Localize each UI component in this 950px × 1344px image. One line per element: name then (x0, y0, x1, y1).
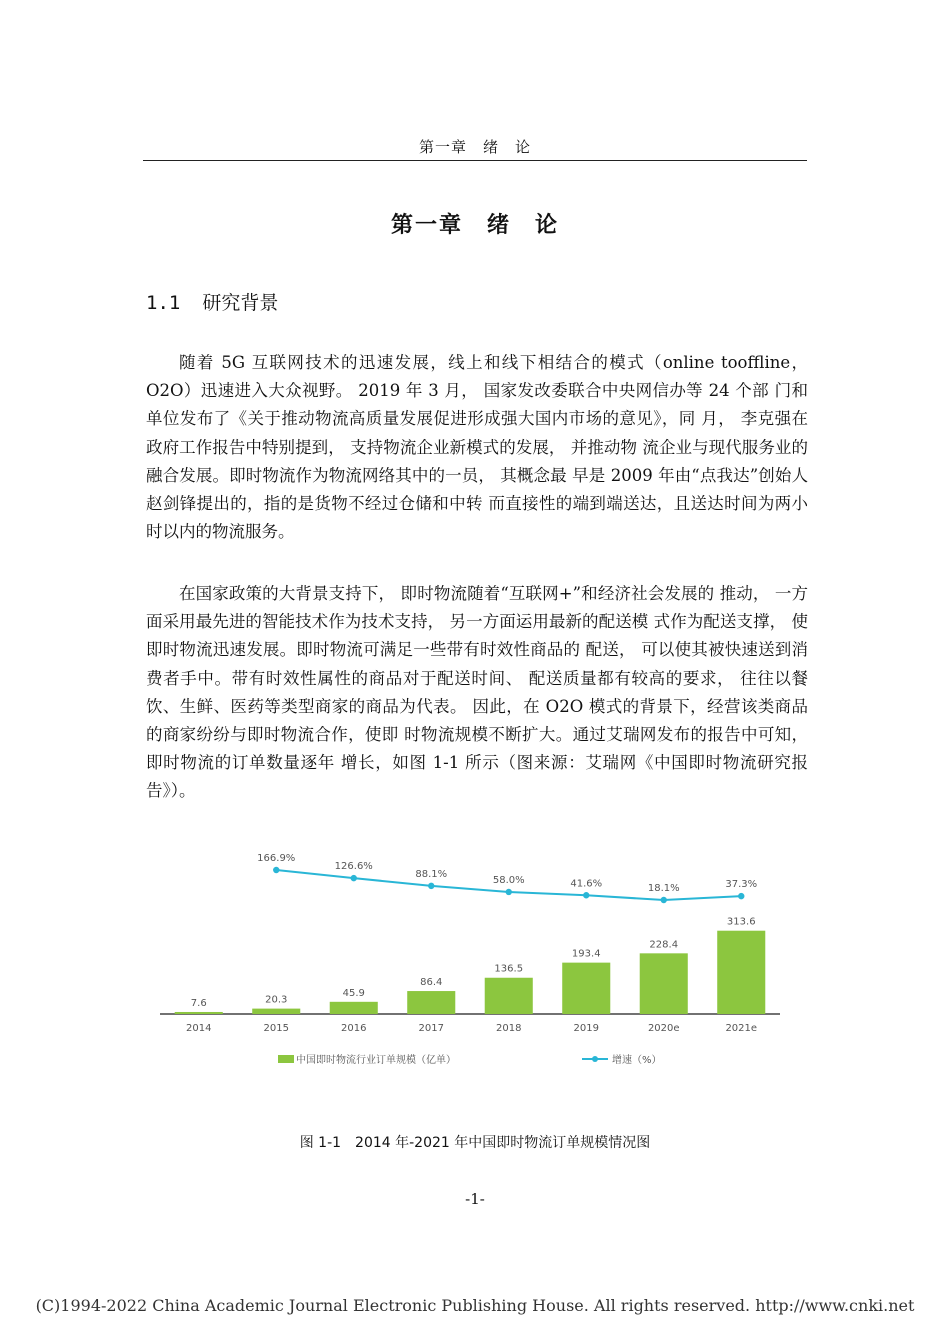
chapter-title: 第一章 绪 论 (390, 212, 559, 238)
growth-label-2016: 126.6% (334, 861, 373, 873)
paragraph-1: 随着 5G 互联网技术的迅速发展，线上和线下相结合的模式（online tooffline， O2O）迅速进入大众视野。 2019 年 3 月， 国家发改委联合中央网信办等 24 个部 门和单位发布了《关于推动物流高质量发展促进形成强大国内市场的意见》，同 月， 李克强在政府工作报告中特别提到， 支持物流企业新模式的发展， 并推动物 流企业与现代服务业的融合发展。即时物流作为物流网络其中的一员， 其概念最 早是 2009 年由“点我达”创始人赵剑锋提出的，指的是货物不经过仓储和中转 而直接性的端到端送达，且送达时间为两小时以内的物流服务。 (146, 353, 808, 542)
x-tick-2016: 2016 (341, 1023, 367, 1034)
x-tick-2015: 2015 (263, 1023, 289, 1034)
bar-2021e (717, 931, 765, 1014)
section-heading (146, 288, 278, 315)
legend-bar-label: 中国即时物流行业订单规模（亿单） (296, 1055, 456, 1066)
bar-2015 (252, 1009, 300, 1014)
growth-point-2016 (351, 875, 357, 881)
bar-label-2020e: 228.4 (649, 939, 679, 951)
legend-line-label: 增速（%） (612, 1055, 662, 1066)
growth-label-2015: 166.9% (257, 853, 296, 864)
x-tick-2021e: 2021e (725, 1023, 758, 1034)
running-header: 第一章 绪 论 (418, 138, 531, 156)
page-number: -1- (465, 1190, 485, 1208)
bar-2019 (562, 963, 610, 1014)
x-tick-2019: 2019 (573, 1023, 599, 1034)
header-rule (143, 160, 807, 161)
bar-label-2018: 136.5 (494, 963, 524, 975)
bar-2014 (175, 1012, 223, 1014)
bar-label-2014: 7.6 (190, 997, 207, 1009)
growth-point-2020e (661, 897, 667, 903)
growth-label-2018: 58.0% (492, 874, 525, 886)
growth-point-2019 (583, 892, 589, 898)
growth-label-2021e: 37.3% (725, 879, 758, 891)
bar-label-2021e: 313.6 (726, 916, 756, 928)
x-tick-2017: 2017 (418, 1023, 444, 1034)
bar-2018 (485, 978, 533, 1014)
x-tick-2018: 2018 (496, 1023, 522, 1034)
growth-point-2018 (506, 889, 512, 895)
bar-label-2017: 86.4 (420, 977, 443, 989)
paragraph-1-block (146, 349, 808, 546)
growth-label-2017: 88.1% (415, 868, 448, 880)
paragraph-2: 在国家政策的大背景支持下， 即时物流随着“互联网+”和经济社会发展的 推动， 一方面采用最先进的智能技术作为技术支持， 另一方面运用最新的配送模 式作为配送支撑， 使即时物流迅速发展。即时物流可满足一些带有时效性商品的 配送， 可以使其被快速送到消费者手中。带有时效性属性的商品对于配送时间、 配送质量都有较高的要求， 往往以餐饮、生鲜、医药等类型商家的商品为代表。 因此，在 O2O 模式的背景下，经营该类商品的商家纷纷与即时物流合作，使即 时物流规模不断扩大。通过艾瑞网发布的报告中可知， 即时物流的订单数量逐年 增长，如图 1-1 所示（图来源：艾瑞网《中国即时物流研究报告》）。 (146, 584, 808, 801)
figure-caption: 图 1-1 2014 年-2021 年中国即时物流订单规模情况图 (299, 1135, 651, 1151)
section-title: 研究背景 (202, 292, 279, 314)
legend-line-marker (592, 1056, 598, 1062)
x-tick-2020e: 2020e (647, 1023, 680, 1034)
copyright-footer: (C)1994-2022 China Academic Journal Electronic Publishing House. All rights reserved. http://www.cnki.net (35, 1296, 915, 1315)
bar-label-2019: 193.4 (571, 948, 601, 960)
bar-2020e (640, 953, 688, 1014)
growth-point-2017 (428, 883, 434, 889)
growth-point-2015 (273, 867, 279, 873)
growth-point-2021e (738, 893, 744, 899)
bar-label-2015: 20.3 (265, 994, 288, 1006)
growth-label-2020e: 18.1% (647, 883, 680, 894)
x-tick-2014: 2014 (186, 1023, 212, 1034)
bar-2016 (330, 1002, 378, 1014)
growth-label-2019: 41.6% (570, 878, 603, 890)
section-number: 1.1 (146, 292, 181, 314)
bar-2017 (407, 991, 455, 1014)
bar-label-2016: 45.9 (342, 987, 365, 999)
legend-bar-swatch (278, 1055, 294, 1063)
order-volume-chart (150, 846, 790, 1086)
paragraph-2-block (146, 580, 808, 806)
